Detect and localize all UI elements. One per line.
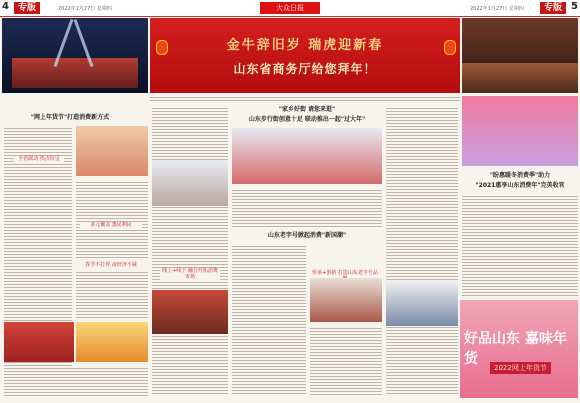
text-column [4, 366, 148, 398]
section-tag-left: 专版 [14, 2, 40, 14]
article-headline-2: "家乡好街 请您来逛" [232, 106, 382, 114]
text-column [232, 244, 306, 396]
date-right: 2022年1月27日 星期四 [470, 6, 524, 12]
2022-decoration-photo [462, 96, 578, 166]
ad-title: 好品山东 嘉味年货 [464, 331, 567, 367]
street-view-photo [386, 280, 458, 326]
page-header [0, 0, 580, 17]
page-number-left: 4 [2, 1, 9, 12]
text-column [232, 188, 382, 228]
text-column [152, 106, 228, 396]
subheading: 全省联动 热点纷呈 [14, 156, 64, 162]
goods-festival-ad [460, 300, 578, 398]
subheading: 多元覆盖 惠民利民 [80, 222, 142, 228]
street-crowd-photo [462, 18, 578, 93]
article-subheadline-4: "2021惠享山东消费年"完美收官 [462, 182, 578, 190]
article-headline-4: "盼惠暖冬消费季"助力 [462, 172, 578, 180]
text-column [310, 326, 382, 396]
festival-photo [76, 126, 148, 176]
article-headline-1: "网上年货节"打造消费新方式 [10, 114, 130, 122]
gate-photo [4, 322, 74, 362]
new-year-banner [150, 18, 460, 93]
banner-title: 金牛辞旧岁 瑞虎迎新春 [226, 38, 384, 53]
text-column [76, 270, 148, 320]
article-subheadline-2: 山东步行街创意十足 联动推出一起"过大年" [232, 116, 382, 124]
night-stage-photo [2, 18, 148, 93]
shop-photo [152, 290, 228, 334]
subheading: 传承+创新 打造山东老字号品 [310, 270, 380, 282]
subheading: 春节不打烊 夜经济不减 [80, 262, 142, 268]
subheading: 线上+线下 融合开拓消费市场 [160, 268, 220, 280]
banner-subtitle: 山东省商务厅给您拜年！ [233, 62, 377, 76]
section-tag-right: 专版 [540, 2, 566, 14]
intro-text [150, 95, 460, 103]
text-column [462, 194, 578, 296]
tiger-2022-photo [76, 322, 148, 362]
exhibition-photo [152, 160, 228, 206]
masthead-logo: 大众日报 [260, 2, 320, 14]
date-left: 2022年1月27日 星期四 [58, 6, 112, 12]
page-number-right: 5 [571, 1, 578, 12]
ad-subtitle: 2022网上年货节 [490, 362, 551, 374]
article-headline-3: 山东老字号掀起消费"新国潮" [232, 232, 382, 240]
brand-store-photo [310, 278, 382, 322]
text-column [386, 106, 458, 396]
text-column [76, 180, 148, 260]
pedestrian-street-photo [232, 128, 382, 184]
